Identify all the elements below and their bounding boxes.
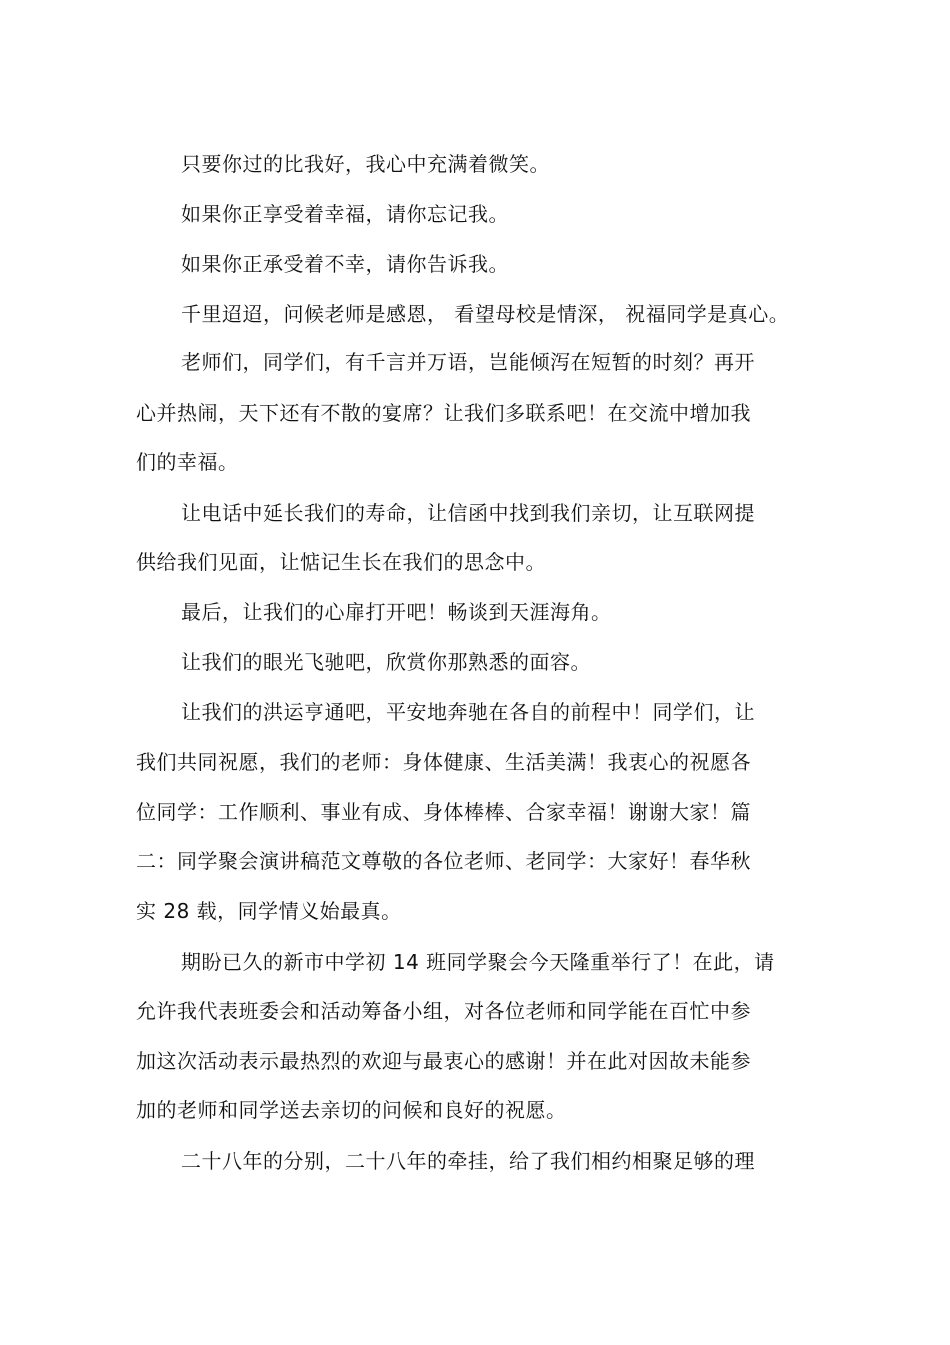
text-line: 心并热闹，天下还有不散的宴席？让我们多联系吧！在交流中增加我 (136, 401, 751, 425)
text-line: 们的幸福。 (136, 450, 239, 474)
text-line: 让电话中延长我们的寿命，让信函中找到我们亲切，让互联网提 (181, 501, 755, 525)
text-line: 允许我代表班委会和活动筹备小组，对各位老师和同学能在百忙中参 (136, 999, 751, 1023)
text-line: 让我们的洪运亨通吧，平安地奔驰在各自的前程中！同学们，让 (181, 700, 755, 724)
text-line: 只要你过的比我好，我心中充满着微笑。 (181, 152, 550, 176)
text-line: 我们共同祝愿，我们的老师：身体健康、生活美满！我衷心的祝愿各 (136, 750, 751, 774)
text-line: 如果你正享受着幸福，请你忘记我。 (181, 202, 509, 226)
text-line: 加这次活动表示最热烈的欢迎与最衷心的感谢！并在此对因故未能参 (136, 1049, 751, 1073)
text-line: 千里迢迢，问候老师是感恩， 看望母校是情深， 祝福同学是真心。 (181, 302, 790, 326)
text-line: 二十八年的分别，二十八年的牵挂，给了我们相约相聚足够的理 (181, 1149, 755, 1173)
text-line: 如果你正承受着不幸，请你告诉我。 (181, 252, 509, 276)
text-line: 二：同学聚会演讲稿范文尊敬的各位老师、老同学：大家好！春华秋 (136, 849, 751, 873)
text-line: 让我们的眼光飞驰吧，欣赏你那熟悉的面容。 (181, 650, 591, 674)
text-line: 最后，让我们的心扉打开吧！畅谈到天涯海角。 (181, 600, 612, 624)
text-line: 期盼已久的新市中学初 14 班同学聚会今天隆重举行了！在此，请 (181, 950, 775, 974)
text-line: 老师们，同学们，有千言并万语，岂能倾泻在短暂的时刻？再开 (181, 350, 755, 374)
text-line: 加的老师和同学送去亲切的问候和良好的祝愿。 (136, 1098, 567, 1122)
text-line: 位同学：工作顺利、事业有成、身体棒棒、合家幸福！谢谢大家！篇 (136, 800, 751, 824)
text-line: 实 28 载，同学情义始最真。 (136, 899, 402, 923)
text-line: 供给我们见面，让惦记生长在我们的思念中。 (136, 550, 546, 574)
